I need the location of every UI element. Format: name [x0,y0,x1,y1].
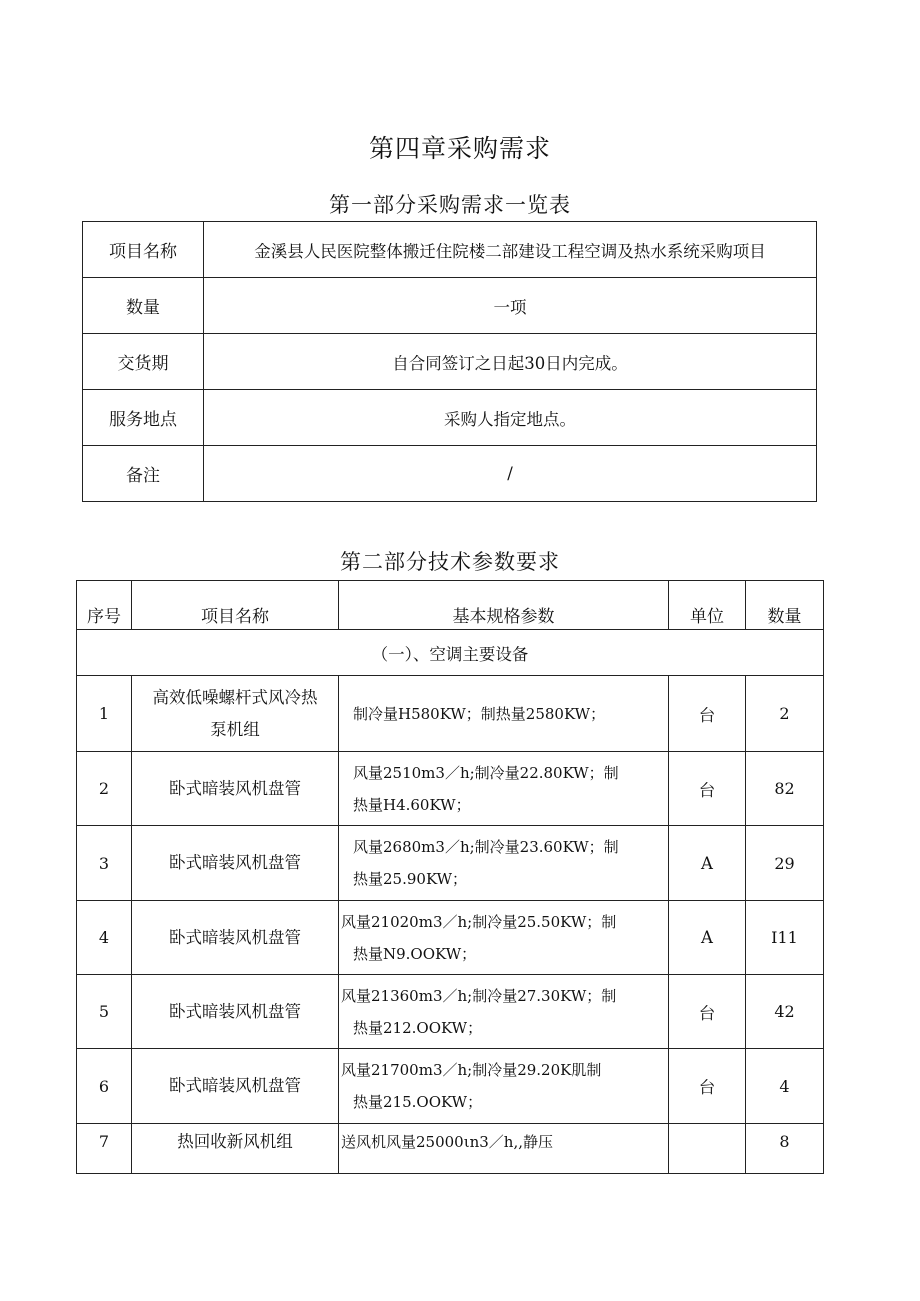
row-qty: 4 [746,1049,824,1124]
part2-title: 第二部分技术参数要求 [340,550,560,574]
row-spec [339,752,669,826]
group-title: （一）、空调主要设备 [77,630,824,676]
row-spec [339,826,669,901]
row-unit: A [669,901,746,975]
row-qty: 2 [746,676,824,752]
summary-value: 采购人指定地点。 [204,390,817,446]
summary-value: / [204,446,817,502]
summary-row-remarks [83,446,817,502]
row-name [132,676,339,752]
row-name: 卧式暗装风机盘管 [132,752,339,826]
row-spec-line: 热量25.90KW； [353,870,468,888]
row-spec: 制冷量H580KW；制热量2580KW； [339,676,669,752]
summary-row-project-name [83,222,817,278]
row-spec-line: 风量21020m3／h;制冷量25.50KW；制 [341,912,617,931]
part1-title: 第一部分采购需求一览表 [329,193,571,217]
row-seq: 7 [77,1124,132,1174]
row-qty: 29 [746,826,824,901]
summary-row-delivery [83,334,817,390]
row-spec-line: 热量N9.OOKW； [353,944,477,963]
table-row [77,1049,824,1124]
summary-row-quantity [83,278,817,334]
row-spec: 送风机风量25000ιn3／h,,静压 [339,1124,669,1174]
summary-row-service-location [83,390,817,446]
header-spec: 基本规格参数 [339,581,669,630]
summary-label: 服务地点 [83,390,204,446]
row-seq: 6 [77,1049,132,1124]
row-spec-line: 热量H4.60KW； [353,795,471,814]
row-name-line: 泵机组 [210,719,260,739]
row-unit: 台 [669,676,746,752]
row-spec-line: 风量21700m3／h;制冷量29.20K肌制 [341,1061,602,1079]
row-spec-line: 风量2510m3／h;制冷量22.80KW；制 [353,763,619,782]
row-spec [339,975,669,1049]
row-spec [339,901,669,975]
row-name: 热回收新风机组 [132,1124,339,1174]
summary-label: 项目名称 [83,222,204,278]
row-unit: 台 [669,975,746,1049]
row-spec-line: 热量212.OOKW； [353,1018,483,1037]
table-row [77,975,824,1049]
chapter-title: 第四章采购需求 [368,134,551,163]
table-row [77,826,824,901]
group-row [77,630,824,676]
row-seq: 3 [77,826,132,901]
row-name: 卧式暗装风机盘管 [132,826,339,901]
summary-value: 金溪县人民医院整体搬迁住院楼二部建设工程空调及热水系统采购项目 [204,222,817,278]
row-qty: I11 [746,901,824,975]
summary-label: 数量 [83,278,204,334]
row-seq: 4 [77,901,132,975]
header-qty: 数量 [746,581,824,630]
row-spec [339,1049,669,1124]
row-spec-line: 风量2680m3／h;制冷量23.60KW；制 [353,838,619,856]
table-row [77,676,824,752]
table-header-row [77,581,824,630]
row-seq: 1 [77,676,132,752]
row-qty: 82 [746,752,824,826]
header-seq: 序号 [77,581,132,630]
row-name: 卧式暗装风机盘管 [132,975,339,1049]
summary-label: 备注 [83,446,204,502]
technical-parameters-table [76,580,824,1174]
summary-value: 自合同签订之日起30日内完成。 [204,334,817,390]
row-unit: A [669,826,746,901]
row-name: 卧式暗装风机盘管 [132,1049,339,1124]
row-unit: 台 [669,752,746,826]
row-unit: 台 [669,1049,746,1124]
table-row [77,752,824,826]
row-qty: 8 [746,1124,824,1174]
row-spec-line: 热量215.OOKW； [353,1093,483,1111]
row-unit [669,1124,746,1174]
row-name: 卧式暗装风机盘管 [132,901,339,975]
procurement-summary-table [82,221,817,502]
summary-value: 一项 [204,278,817,334]
table-row [77,901,824,975]
row-qty: 42 [746,975,824,1049]
row-spec-line: 风量21360m3／h;制冷量27.30KW；制 [341,986,617,1005]
summary-label: 交货期 [83,334,204,390]
table-row [77,1124,824,1174]
row-seq: 5 [77,975,132,1049]
header-name: 项目名称 [132,581,339,630]
row-seq: 2 [77,752,132,826]
header-unit: 单位 [669,581,746,630]
row-name-line: 高效低噪螺杆式风冷热 [152,687,318,707]
